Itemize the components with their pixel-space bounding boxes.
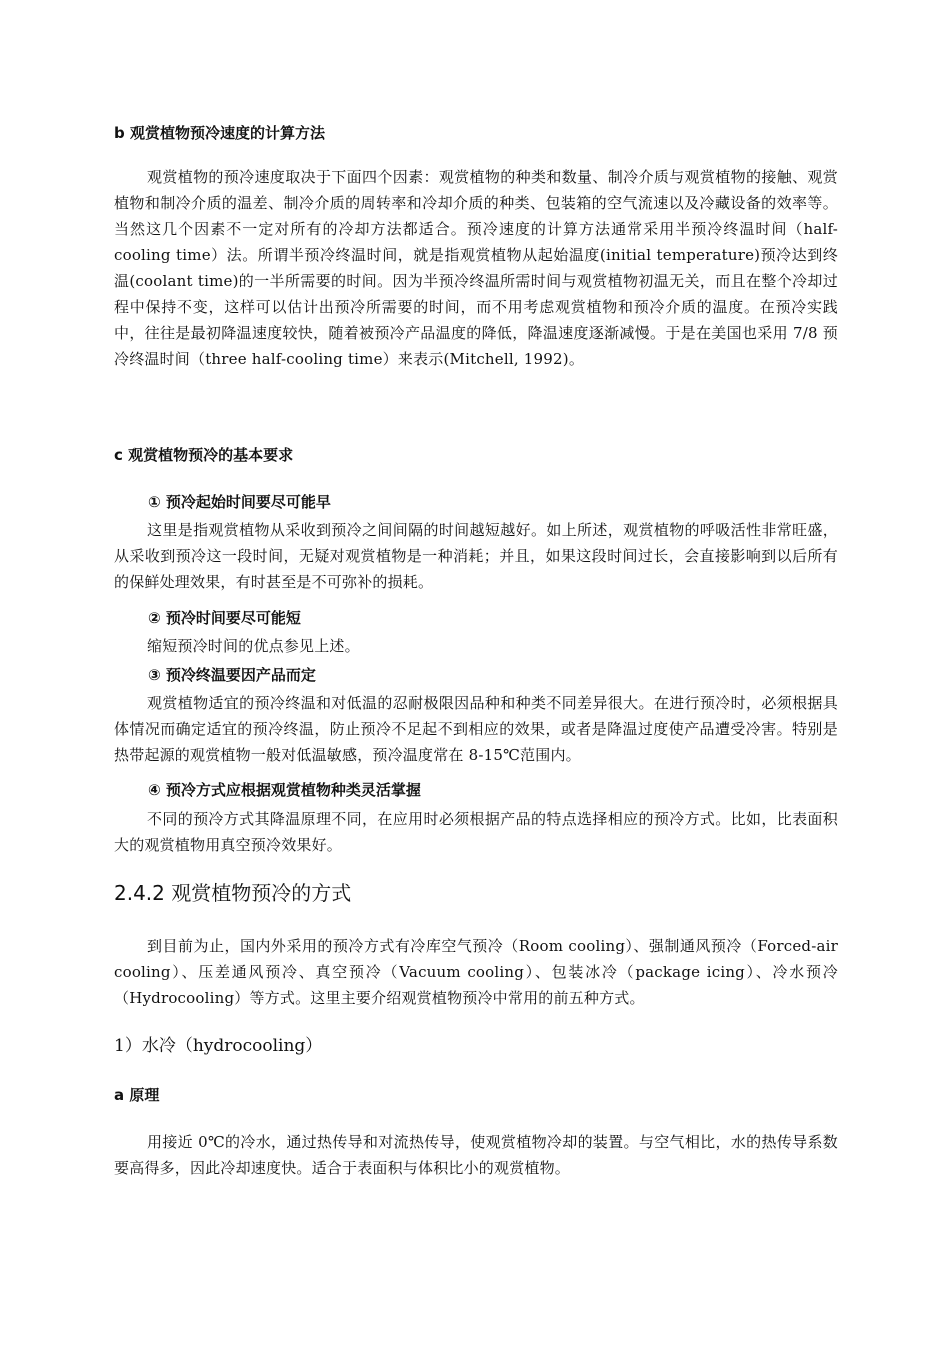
heading-c: c 观赏植物预冷的基本要求 xyxy=(114,446,294,464)
heading-b: b 观赏植物预冷速度的计算方法 xyxy=(114,124,325,142)
item-3-title: ③ 预冷终温要因产品而定 xyxy=(148,666,316,684)
section-title: 2.4.2 观赏植物预冷的方式 xyxy=(114,881,352,905)
paragraph-principle: 用接近 0℃的冷水，通过热传导和对流热传导，使观赏植物冷却的装置。与空气相比，水的热传导系数要高得多，因此冷却速度快。适合于表面积与体积比小的观赏植物。 xyxy=(114,1133,838,1177)
heading-a: a 原理 xyxy=(114,1086,160,1104)
item-1-text: 这里是指观赏植物从采收到预冷之间间隔的时间越短越好。如上所述，观赏植物的呼吸活性非常旺盛，从采收到预冷这一段时间，无疑对观赏植物是一种消耗；并且，如果这段时间过长，会直接影响到以后所有的保鲜处理效果，有时甚至是不可弥补的损耗。 xyxy=(114,521,838,591)
item-4-title: ④ 预冷方式应根据观赏植物种类灵活掌握 xyxy=(148,781,421,799)
item-2-text: 缩短预冷时间的优点参见上述。 xyxy=(147,637,360,655)
subsection-title-hydrocooling: 1）水冷（hydrocooling） xyxy=(114,1036,323,1056)
item-2-title: ② 预冷时间要尽可能短 xyxy=(148,609,301,627)
paragraph-precooling-speed: 观赏植物的预冷速度取决于下面四个因素：观赏植物的种类和数量、制冷介质与观赏植物的接触、观赏植物和制冷介质的温差、制冷介质的周转率和冷却介质的种类、包装箱的空气流速以及冷藏设备的效率等。当然这几个因素不一定对所有的冷却方法都适合。预冷速度的计算方法通常采用半预冷终温时间（half-cooling time）法。所谓半预冷终温时间，就是指观赏植物从起始温度(initial temperature)预冷达到终温(coolant time)的一半所需要的时间。因为半预冷终温所需时间与观赏植物初温无关，而且在整个冷却过程中保持不变，这样可以估计出预冷所需要的时间，而不用考虑观赏植物和预冷介质的温度。在预冷实践中，往往是最初降温速度较快，随着被预冷产品温度的降低，降温速度逐渐减慢。于是在美国也采用 7/8 预冷终温时间（three half-cooling time）来表示(Mitchell, 1992)。 xyxy=(114,168,838,368)
section-paragraph: 到目前为止，国内外采用的预冷方式有冷库空气预冷（Room cooling）、强制通风预冷（Forced-air cooling）、压差通风预冷、真空预冷（Vacuum cooling）、包装冰冷（package icing）、冷水预冷（Hydrocooling）等方式。这里主要介绍观赏植物预冷中常用的前五种方式。 xyxy=(114,937,838,1007)
item-1-title: ① 预冷起始时间要尽可能早 xyxy=(148,493,331,511)
item-3-text: 观赏植物适宜的预冷终温和对低温的忍耐极限因品种和种类不同差异很大。在进行预冷时，必须根据具体情况而确定适宜的预冷终温，防止预冷不足起不到相应的效果，或者是降温过度使产品遭受冷害。特别是热带起源的观赏植物一般对低温敏感，预冷温度常在 8-15℃范围内。 xyxy=(114,694,838,764)
item-4-text: 不同的预冷方式其降温原理不同，在应用时必须根据产品的特点选择相应的预冷方式。比如，比表面积大的观赏植物用真空预冷效果好。 xyxy=(114,810,838,854)
